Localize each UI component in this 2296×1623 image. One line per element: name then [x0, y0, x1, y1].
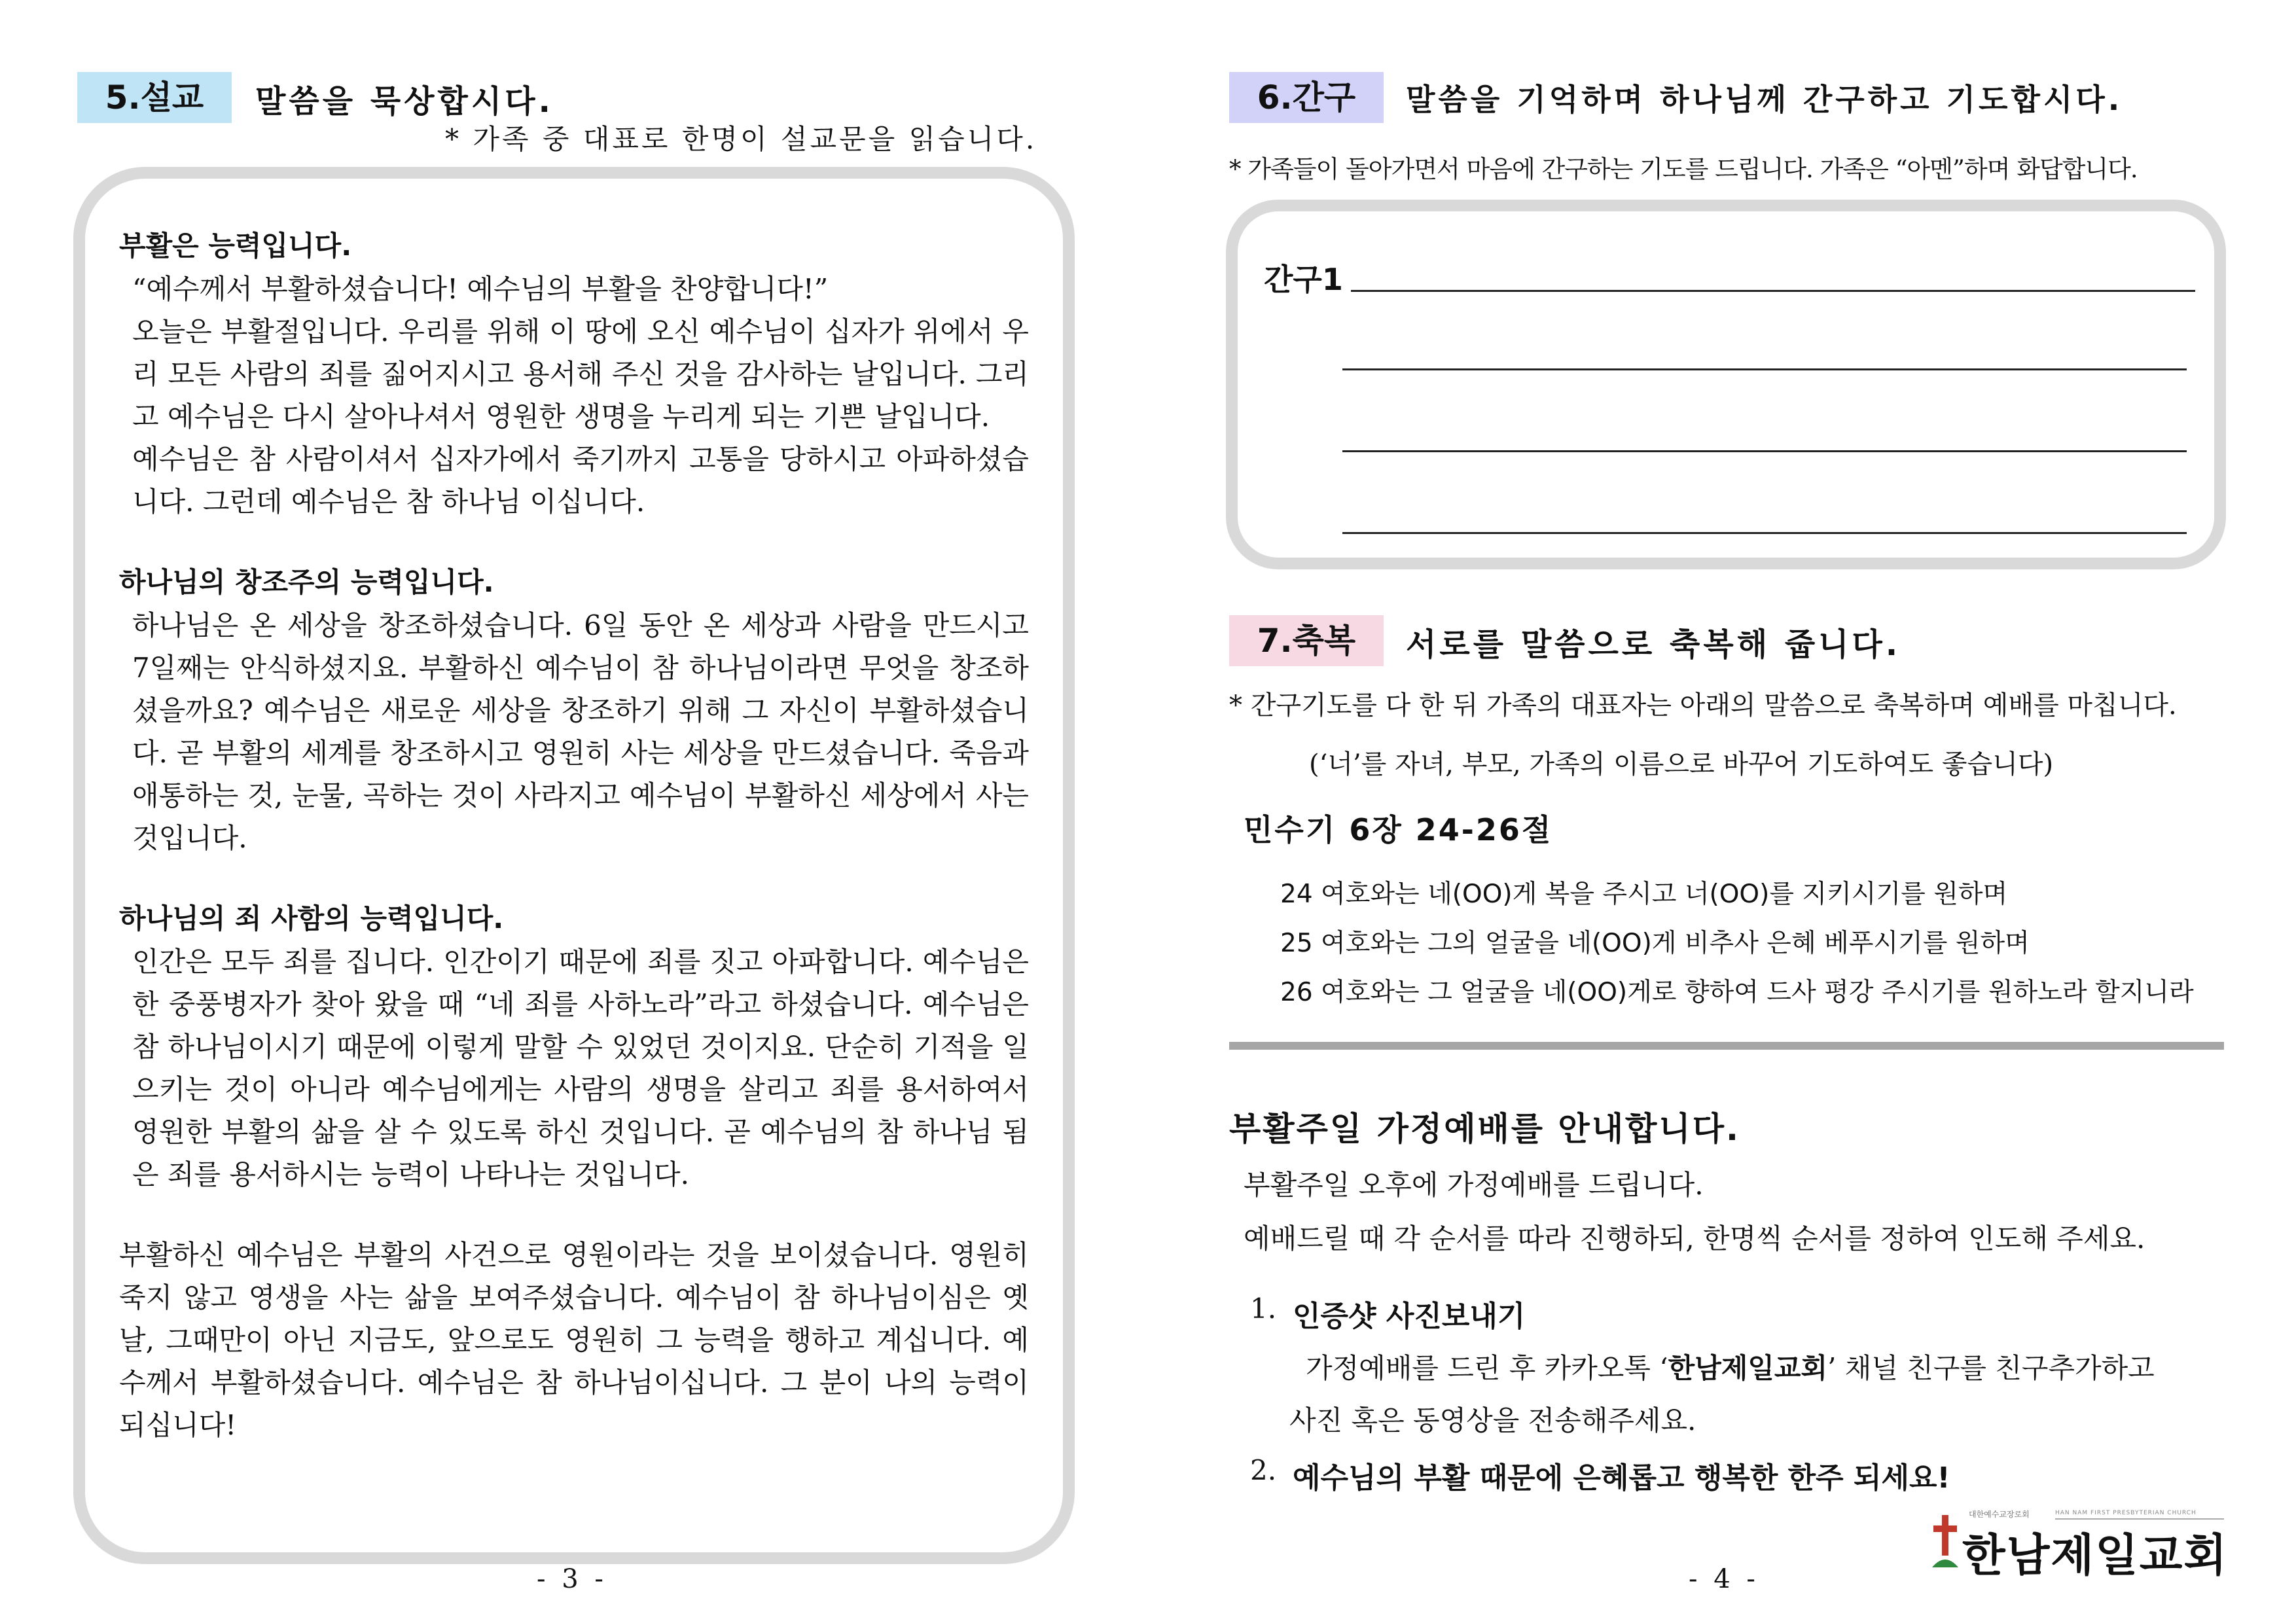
prayer-label: 간구1	[1264, 262, 1343, 297]
sermon-box	[73, 167, 1075, 1564]
section6-note: * 가족들이 돌아가면서 마음에 간구하는 기도를 드립니다. 가족은 “아멘”하며 화답합니다.	[1229, 155, 2138, 183]
guide-item-title: 인증샷 사진보내기	[1293, 1300, 1526, 1333]
scripture-verse: 26 여호와는 그 얼굴을 네(OO)게로 향하여 드사 평강 주시기를 원하노라 할지니라	[1280, 978, 2194, 1007]
sermon-paragraph: “예수께서 부활하셨습니다! 예수님의 부활을 찬양합니다!”	[132, 273, 829, 305]
page-number-left: - 3 -	[537, 1564, 607, 1594]
sermon-heading: 부활은 능력입니다.	[119, 230, 352, 262]
sermon-paragraph: 예수님은 참 사람이셔서 십자가에서 죽기까지 고통을 당하시고 아파하셨습니다. 그런데 예수님은 참 하나님 이십니다.	[132, 443, 1029, 518]
guide-line: 예배드릴 때 각 순서를 따라 진행하되, 한명씩 순서를 정하여 인도해 주세요.	[1244, 1222, 2145, 1255]
section7-title: 서로를 말씀으로 축복해 줍니다.	[1406, 626, 1901, 663]
section6-title: 말씀을 기억하며 하나님께 간구하고 기도합시다.	[1406, 82, 2123, 117]
guide-item-number: 2.	[1250, 1454, 1277, 1486]
sermon-closing: 부활하신 예수님은 부활의 사건으로 영원이라는 것을 보이셨습니다. 영원히 죽지 않고 영생을 사는 삶을 보여주셨습니다. 예수님이 참 하나님이심은 옛날, 그때만이 아닌 지금도, 앞으로도 영원히 그 능력을 행하고 계십니다. 예수께서 부활하셨습니다. 예수님은 참 하나님이십니다. 그 분이 나의 능력이 되십니다!	[119, 1239, 1029, 1441]
guide-item-body-text: 가정예배를 드린 후 카카오톡 ‘	[1306, 1352, 1668, 1384]
guide-item-number: 1.	[1250, 1293, 1277, 1325]
sermon-heading: 하나님의 창조주의 능력입니다.	[119, 566, 494, 598]
sermon-paragraph: 인간은 모두 죄를 집니다. 인간이기 때문에 죄를 짓고 아파합니다. 예수님은 한 중풍병자가 찾아 왔을 때 “네 죄를 사하노라”라고 하셨습니다. 예수님은 참 하나님이시기 때문에 이렇게 말할 수 있었던 것이지요. 단순히 기적을 일으키는 것이 아니라 예수님에게는 사람의 생명을 살리고 죄를 용서하여서 영원한 부활의 삶을 살 수 있도록 하신 것입니다. 곧 예수님의 참 하나님 됨은 죄를 용서하시는 능력이 나타나는 것입니다.	[132, 946, 1029, 1190]
church-cross-icon	[1931, 1515, 1960, 1567]
section5-title: 말씀을 묵상합시다.	[255, 83, 554, 120]
prayer-line	[1342, 532, 2187, 534]
guide-title: 부활주일 가정예배를 안내합니다.	[1229, 1110, 1741, 1148]
section5-label: 5.설교	[77, 72, 232, 123]
guide-item-body	[1306, 1347, 2155, 1386]
sermon-paragraph: 오늘은 부활절입니다. 우리를 위해 이 땅에 오신 예수님이 십자가 위에서 우리 모든 사람의 죄를 짊어지시고 용서해 주신 것을 감사하는 날입니다. 그리고 예수님은 다시 살아나셔서 영원한 생명을 누리게 되는 기쁜 날입니다.	[132, 315, 1029, 433]
sermon-content	[119, 224, 1029, 1446]
prayer-line	[1342, 368, 2187, 370]
guide-line: 부활주일 오후에 가정예배를 드립니다.	[1244, 1169, 1704, 1201]
church-logo	[1931, 1508, 2229, 1582]
logo-denomination: 대한예수교장로회	[1969, 1510, 2030, 1519]
guide-item-body-text: ’ 채널 친구를 친구추가하고	[1827, 1352, 2155, 1384]
sermon-heading: 하나님의 죄 사함의 능력입니다.	[119, 902, 504, 935]
section7-label: 7.축복	[1229, 615, 1384, 666]
section7-note-sub: (‘너’를 자녀, 부모, 가족의 이름으로 바꾸어 기도하여도 좋습니다)	[1309, 749, 2054, 779]
prayer-line	[1351, 290, 2195, 292]
section6-label: 6.간구	[1229, 72, 1384, 123]
guide-item-body: 사진 혹은 동영상을 전송해주세요.	[1289, 1404, 1696, 1436]
page-number-right: - 4 -	[1689, 1564, 1759, 1594]
prayer-box	[1226, 200, 2226, 569]
section7-note: * 간구기도를 다 한 뒤 가족의 대표자는 아래의 말씀으로 축복하며 예배를 마칩니다.	[1229, 690, 2177, 721]
section-divider	[1229, 1042, 2224, 1050]
guide-item-title: 예수님의 부활 때문에 은혜롭고 행복한 한주 되세요!	[1293, 1461, 1950, 1495]
logo-name: 한남제일교회	[1962, 1530, 2229, 1582]
logo-english: HAN NAM FIRST PRESBYTERIAN CHURCH	[2055, 1510, 2197, 1516]
scripture-verse: 24 여호와는 네(OO)게 복을 주시고 너(OO)를 지키시기를 원하며	[1280, 880, 2008, 909]
sermon-paragraph: 하나님은 온 세상을 창조하셨습니다. 6일 동안 온 세상과 사람을 만드시고 7일째는 안식하셨지요. 부활하신 예수님이 참 하나님이라면 무엇을 창조하셨을까요? 예수님은 새로운 세상을 창조하기 위해 그 자신이 부활하셨습니다. 곧 부활의 세계를 창조하시고 영원히 사는 세상을 만드셨습니다. 죽음과 애통하는 것, 눈물, 곡하는 것이 사라지고 예수님이 부활하신 세상에서 사는 것입니다.	[132, 609, 1029, 854]
section5-note: * 가족 중 대표로 한명이 설교문을 읽습니다.	[445, 123, 1037, 155]
scripture-verse: 25 여호와는 그의 얼굴을 네(OO)게 비추사 은혜 베푸시기를 원하며	[1280, 929, 2030, 958]
church-name-bold: 한남제일교회	[1668, 1352, 1828, 1384]
prayer-line	[1342, 450, 2187, 452]
scripture-reference: 민수기 6장 24-26절	[1244, 812, 1553, 847]
